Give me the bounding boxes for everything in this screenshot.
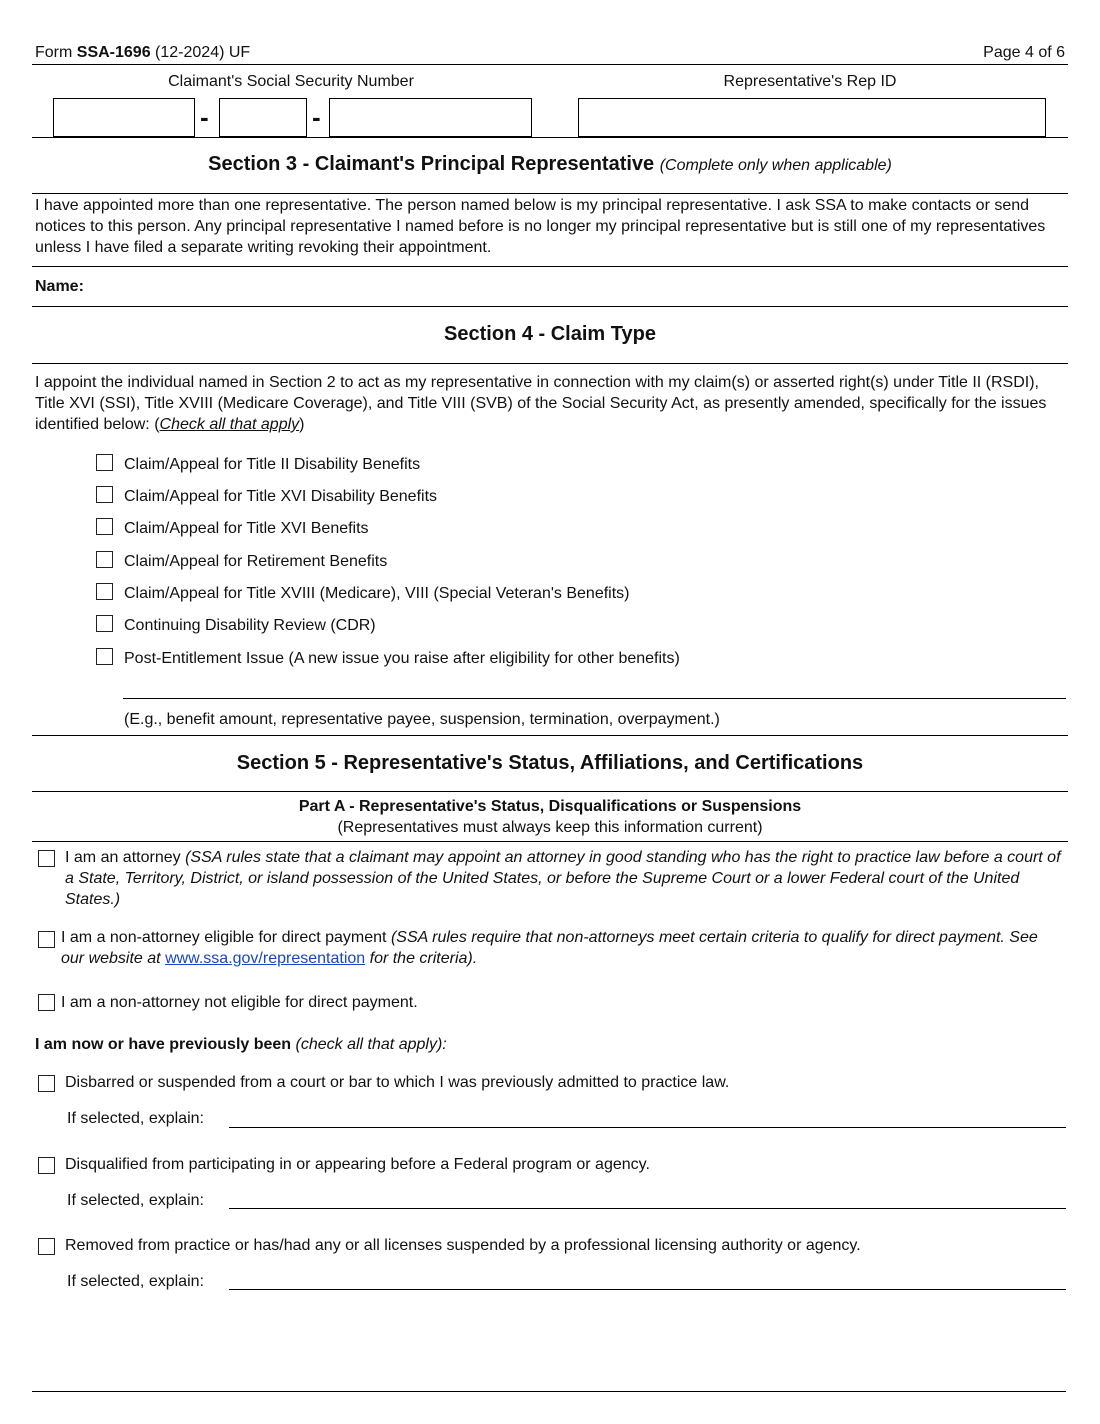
explain-label: If selected, explain: [67, 1273, 204, 1290]
disbarred-checkbox[interactable] [38, 1075, 55, 1092]
footer-rule [32, 1391, 1066, 1392]
partA-title: Part A - Representative's Status, Disqualifications or Suspensions [298, 798, 802, 815]
nonattorney-not-direct-text: I am a non-attorney not eligible for direct payment. [61, 994, 418, 1011]
post-entitlement-example: (E.g., benefit amount, representative payee, suspension, termination, overpayment.) [124, 711, 720, 728]
explain-line[interactable] [229, 1208, 1066, 1209]
section3-title: Section 3 - Claimant's Principal Representative (Complete only when applicable) [208, 153, 892, 175]
disqualified-checkbox[interactable] [38, 1157, 55, 1174]
claim-type-checkbox[interactable] [96, 615, 113, 632]
claim-type-option: Claim/Appeal for Title XVI Disability Benefits [124, 488, 438, 505]
nonattorney-direct-checkbox[interactable] [38, 931, 55, 948]
claim-type-checkbox[interactable] [96, 486, 113, 503]
claim-type-checkbox[interactable] [96, 551, 113, 568]
section3-paragraph: I have appointed more than one representative. The person named below is my principal representative. I ask SSA to make contacts or send notices to this person. Any principal representative I named before is no longer my principal representative but is still one of my representatives unless I have filed a separate writing revoking their appointment. [35, 197, 1046, 256]
section4-rule [32, 363, 1068, 364]
explain-line[interactable] [229, 1289, 1066, 1290]
form-id: Form SSA-1696 (12-2024) UF [35, 44, 251, 61]
claim-type-option: Post-Entitlement Issue (A new issue you raise after eligibility for other benefits) [124, 650, 680, 667]
post-entitlement-line[interactable] [123, 698, 1066, 699]
attorney-checkbox[interactable] [38, 850, 55, 867]
section3-name-rule [32, 266, 1068, 267]
disbarred-text: Disbarred or suspended from a court or bar to which I was previously admitted to practice law. [65, 1074, 730, 1091]
section3-bottom-rule [32, 306, 1068, 307]
explain-line[interactable] [229, 1127, 1066, 1128]
ssn-label: Claimant's Social Security Number [168, 73, 414, 90]
ssn-field-area[interactable] [53, 98, 195, 137]
partA-rule [32, 841, 1068, 842]
section4-bottom-rule [32, 735, 1068, 736]
disqualified-text: Disqualified from participating in or appearing before a Federal program or agency. [65, 1156, 650, 1173]
removed-checkbox[interactable] [38, 1238, 55, 1255]
now-or-previously-label: I am now or have previously been (check all that apply): [35, 1036, 447, 1053]
ssn-field-group[interactable] [219, 98, 307, 137]
ssn-separator: - [312, 102, 321, 132]
rep-id-label: Representative's Rep ID [723, 73, 897, 90]
header-rule [32, 64, 1068, 65]
header-bottom-rule [32, 137, 1068, 138]
claim-type-checkbox[interactable] [96, 648, 113, 665]
ssa-website-link[interactable]: www.ssa.gov/representation [165, 950, 366, 967]
claim-type-option: Claim/Appeal for Retirement Benefits [124, 553, 388, 570]
section5-title: Section 5 - Representative's Status, Affiliations, and Certifications [236, 752, 864, 774]
explain-label: If selected, explain: [67, 1192, 204, 1209]
attorney-text: I am an attorney (SSA rules state that a claimant may appoint an attorney in good standing who has the right to practice law before a court of a State, Territory, District, or island possession of the United States, or before the Supreme Court or a lower Federal court of the United States.) [65, 849, 1061, 908]
nonattorney-not-direct-checkbox[interactable] [38, 994, 55, 1011]
claim-type-option: Claim/Appeal for Title XVIII (Medicare), VIII (Special Veteran's Benefits) [124, 585, 630, 602]
principal-name-label: Name: [35, 278, 84, 295]
section5-rule [32, 791, 1068, 792]
ssn-field-serial[interactable] [329, 98, 532, 137]
section4-title: Section 4 - Claim Type [444, 323, 656, 345]
claim-type-option: Claim/Appeal for Title II Disability Benefits [124, 456, 421, 473]
claim-type-checkbox[interactable] [96, 583, 113, 600]
section4-paragraph: I appoint the individual named in Section 2 to act as my representative in connection with my claim(s) or asserted right(s) under Title II (RSDI), Title XVI (SSI), Title XVIII (Medicare Coverage), and Title VIII (SVB) of the Social Security Act, as presently amended, specifically for the issues identified below: (Check all that apply) [35, 374, 1047, 433]
ssn-separator: - [200, 102, 209, 132]
claim-type-option: Continuing Disability Review (CDR) [124, 617, 376, 634]
claim-type-checkbox[interactable] [96, 518, 113, 535]
claim-type-checkbox[interactable] [96, 454, 113, 471]
page-number: Page 4 of 6 [983, 44, 1065, 61]
rep-id-field[interactable] [578, 98, 1046, 137]
partA-subtitle: (Representatives must always keep this information current) [337, 819, 763, 836]
removed-text: Removed from practice or has/had any or all licenses suspended by a professional licensing authority or agency. [65, 1237, 861, 1254]
explain-label: If selected, explain: [67, 1110, 204, 1127]
nonattorney-direct-text: I am a non-attorney eligible for direct payment (SSA rules require that non-attorneys meet certain criteria to qualify for direct payment. See our website at www.ssa.gov/representation for the criteria). [61, 929, 1038, 967]
claim-type-option: Claim/Appeal for Title XVI Benefits [124, 520, 369, 537]
section3-rule [32, 193, 1068, 194]
